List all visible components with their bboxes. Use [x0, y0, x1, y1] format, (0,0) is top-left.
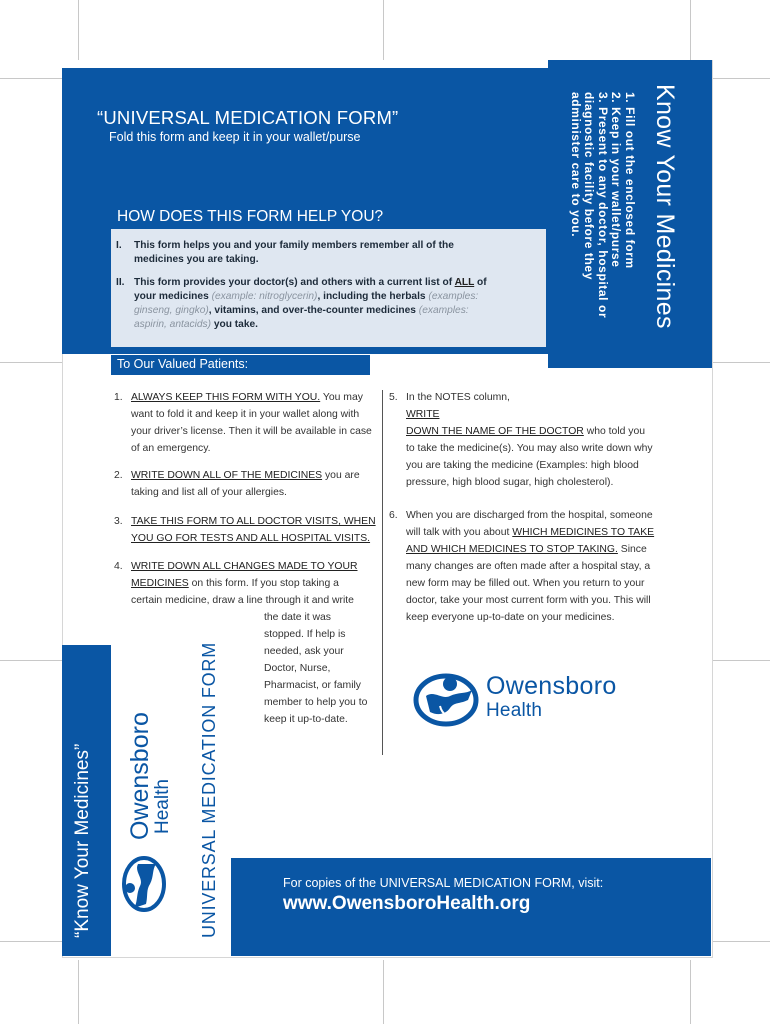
step-text: stopped. If help is [264, 629, 346, 640]
know-item: diagnostic facility before they [582, 92, 597, 280]
footer-url[interactable]: www.OwensboroHealth.org [283, 893, 531, 914]
step-text: the date it was [264, 612, 332, 623]
crop-mark [690, 0, 691, 60]
left-panel-logo-word: Owensboro [126, 712, 154, 840]
know-item: 2. Keep in your wallet/purse [609, 92, 624, 268]
left-panel-title: UNIVERSAL MEDICATION FORM [199, 641, 219, 938]
step-6 [389, 507, 658, 626]
crop-mark [78, 960, 79, 1024]
step-text: certain medicine, draw a line through it and write [131, 595, 354, 606]
help-item-all: ALL [454, 277, 475, 288]
step-3 [114, 513, 381, 547]
step-number: 1. [114, 392, 123, 403]
know-medicines-title: Know Your Medicines [651, 84, 679, 329]
crop-mark [0, 78, 62, 79]
step-text: You may want to fold it and keep it in your wallet along with your driver’s license. Then it will be available in case of an emergency. [131, 392, 372, 454]
step-text: you are taking and list all of your allergies. [131, 470, 360, 498]
help-item-text: This form helps you and your family members remember all of the medicines you are taking. [134, 240, 454, 265]
crop-mark [78, 0, 79, 60]
step-text: Pharmacist, or family [264, 680, 362, 691]
patients-title: To Our Valued Patients: [117, 357, 249, 371]
step-strong: WRITE [406, 409, 440, 420]
crop-mark [0, 660, 62, 661]
help-item-1 [116, 239, 469, 267]
help-item-example: (example: nitroglycerin) [208, 291, 318, 302]
know-medicines-list [569, 92, 637, 318]
step-strong: MEDICINES [131, 578, 189, 589]
step-text: When you are discharged from the hospital, someone will talk with you about [406, 510, 653, 538]
left-panel-tagline: “Know Your Medicines” [72, 743, 93, 938]
crop-mark [712, 362, 770, 363]
crop-mark [0, 362, 62, 363]
crop-mark [712, 78, 770, 79]
help-item-2 [116, 276, 496, 332]
step-text: needed, ask your [264, 646, 344, 657]
step-strong: ALWAYS KEEP THIS FORM WITH YOU. [131, 392, 321, 403]
step-number: 2. [114, 470, 123, 481]
step-number: 6. [389, 510, 398, 521]
step-strong: TAKE THIS FORM TO ALL DOCTOR VISITS, WHEN YOU GO FOR TESTS AND ALL HOSPITAL VISITS. [131, 516, 376, 544]
step-text: on this form. If you stop taking a [188, 578, 339, 589]
step-strong: WRITE DOWN ALL OF THE MEDICINES [131, 470, 323, 481]
crop-mark [712, 660, 770, 661]
step-text: keep it up-to-date. [264, 714, 348, 725]
form-title: “UNIVERSAL MEDICATION FORM” [97, 107, 399, 128]
step-1 [114, 389, 381, 457]
step-text: Since many changes are often made after a hospital stay, a new form may be filled out. When you return to your doctor, take your most current form with you. This will keep everyone up-to-date on your medicines. [406, 544, 651, 623]
owensboro-health-logo-icon [412, 670, 484, 728]
step-text: In the NOTES column, [406, 392, 510, 403]
help-item-text: of your medicines [134, 277, 487, 302]
know-medicines-panel [650, 84, 679, 329]
form-subtitle: Fold this form and keep it in your wallet/purse [109, 130, 361, 144]
crop-mark [0, 941, 62, 942]
column-divider [382, 390, 383, 755]
step-5 [389, 389, 656, 491]
know-item: 3. Present to any doctor, hospital or [596, 92, 610, 319]
footer-copies-text: For copies of the UNIVERSAL MEDICATION FORM, visit: [283, 876, 604, 890]
left-panel-logo-icon [116, 846, 168, 922]
help-item-example: (examples: aspirin, antacids) [134, 305, 469, 330]
help-item-text: , vitamins, and over-the-counter medicines [208, 305, 416, 316]
step-number: 4. [114, 561, 123, 572]
step-strong: WRITE DOWN ALL CHANGES MADE TO YOUR [131, 561, 358, 572]
help-title: HOW DOES THIS FORM HELP YOU? [117, 208, 384, 225]
crop-mark [383, 0, 384, 60]
crop-mark [383, 960, 384, 1024]
help-item-text: you take. [211, 319, 259, 330]
help-item-example: (examples: ginseng, gingko) [134, 291, 479, 316]
page-border [62, 957, 712, 958]
logo-subtitle: Health [486, 700, 543, 721]
know-item: 1. Fill out the enclosed form [623, 92, 637, 269]
page-border [712, 60, 713, 958]
help-item-text: This form provides your doctor(s) and others with a current list of [134, 277, 455, 288]
step-strong: DOWN THE NAME OF THE DOCTOR [406, 426, 584, 437]
know-item: administer care to you. [569, 92, 583, 238]
help-item-number: II. [116, 277, 125, 288]
step-text: who told you to take the medicine(s). You may also write down why you are taking the medicine (Examples: high blood pressure, high blood sugar, high cholesterol). [406, 426, 653, 488]
step-text: member to help you to [264, 697, 368, 708]
step-2 [114, 467, 381, 501]
left-panel-logo-sub: Health [152, 779, 173, 834]
help-item-text: , including the herbals [317, 291, 426, 302]
step-number: 3. [114, 516, 123, 527]
crop-mark [690, 960, 691, 1024]
crop-mark [712, 941, 770, 942]
step-number: 5. [389, 392, 398, 403]
step-strong: WHICH MEDICINES TO TAKE AND WHICH MEDICINES TO STOP TAKING. [406, 527, 655, 555]
step-text: Doctor, Nurse, [264, 663, 331, 674]
help-item-number: I. [116, 240, 122, 251]
step-4 [114, 558, 381, 609]
step-4-continued [264, 609, 384, 728]
logo-wordmark: Owensboro [486, 672, 617, 700]
